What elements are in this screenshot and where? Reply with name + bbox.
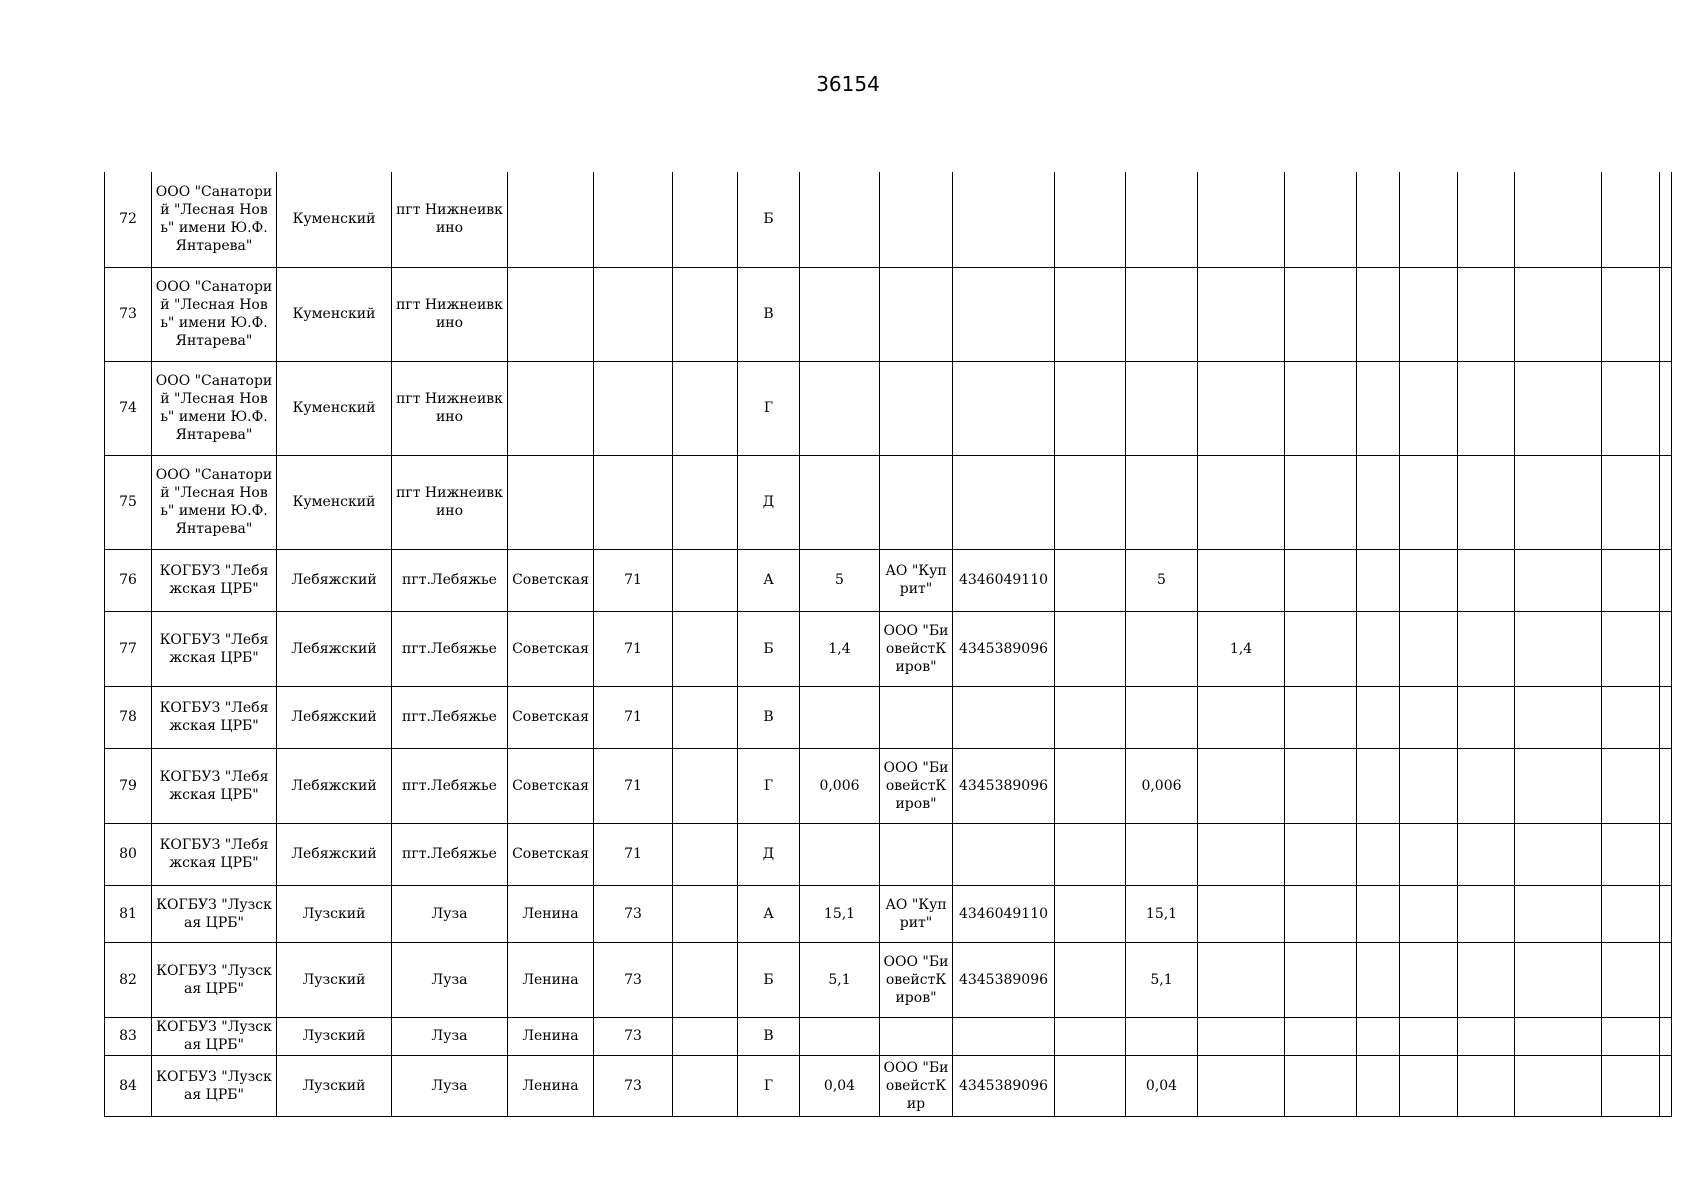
table-cell <box>1357 1055 1400 1116</box>
table-cell <box>1126 686 1198 748</box>
table-cell: Советская <box>508 823 594 885</box>
table-cell: 74 <box>105 361 152 455</box>
table-row <box>105 549 1672 611</box>
table-cell: АО "Куприт" <box>880 549 953 611</box>
table-cell: ООО "БиовейстКир <box>880 1055 953 1116</box>
table-cell: 72 <box>105 172 152 267</box>
table-cell <box>1198 172 1285 267</box>
table-cell <box>1055 1017 1126 1055</box>
table-cell <box>1660 172 1672 267</box>
table-cell <box>1285 686 1357 748</box>
table-cell <box>1055 686 1126 748</box>
table-cell: КОГБУЗ "Лузская ЦРБ" <box>152 1055 277 1116</box>
table-cell: Лузский <box>277 1055 392 1116</box>
table-cell: КОГБУЗ "Лебяжская ЦРБ" <box>152 748 277 823</box>
table-cell: Луза <box>392 1055 508 1116</box>
table-cell <box>1357 748 1400 823</box>
table-cell <box>673 549 738 611</box>
table-cell <box>1126 361 1198 455</box>
table-cell <box>1126 455 1198 549</box>
table-cell <box>1285 361 1357 455</box>
table-cell <box>1458 686 1515 748</box>
table-cell <box>508 267 594 361</box>
table-cell <box>1198 455 1285 549</box>
table-cell: Ленина <box>508 942 594 1017</box>
table-cell <box>1458 611 1515 686</box>
table-cell <box>880 686 953 748</box>
table-cell <box>1055 942 1126 1017</box>
table-cell <box>800 361 880 455</box>
table-cell <box>953 823 1055 885</box>
table-cell <box>953 172 1055 267</box>
table-cell: Б <box>738 611 800 686</box>
table-cell: КОГБУЗ "Лузская ЦРБ" <box>152 942 277 1017</box>
table-cell <box>1285 172 1357 267</box>
table-cell <box>1126 611 1198 686</box>
table-row <box>105 942 1672 1017</box>
table-cell <box>673 1017 738 1055</box>
table-cell <box>1660 267 1672 361</box>
table-cell: АО "Куприт" <box>880 885 953 942</box>
page-number: 36154 <box>816 72 880 96</box>
table-row <box>105 455 1672 549</box>
table-cell: 77 <box>105 611 152 686</box>
table-row <box>105 748 1672 823</box>
table-cell: А <box>738 549 800 611</box>
table-cell <box>1458 1055 1515 1116</box>
table-cell <box>1400 942 1458 1017</box>
table-cell <box>673 1055 738 1116</box>
table-cell: Лузский <box>277 885 392 942</box>
table-cell <box>800 267 880 361</box>
table-cell <box>1458 885 1515 942</box>
table-cell <box>800 823 880 885</box>
table-row <box>105 611 1672 686</box>
table-cell: 79 <box>105 748 152 823</box>
table-cell <box>673 942 738 1017</box>
table-cell: пгт.Лебяжье <box>392 549 508 611</box>
table-cell: 4345389096 <box>953 942 1055 1017</box>
table-cell: КОГБУЗ "Лебяжская ЦРБ" <box>152 611 277 686</box>
table-cell <box>1055 267 1126 361</box>
table-cell: 4346049110 <box>953 885 1055 942</box>
table-cell <box>800 1017 880 1055</box>
table-cell: пгт Нижнеивкино <box>392 361 508 455</box>
table-cell: 0,006 <box>1126 748 1198 823</box>
table-cell: 71 <box>594 611 673 686</box>
table-cell <box>880 361 953 455</box>
table-cell <box>1357 823 1400 885</box>
table-cell <box>1458 361 1515 455</box>
table-cell <box>1458 1017 1515 1055</box>
table-cell <box>1602 1017 1660 1055</box>
table-cell: Советская <box>508 611 594 686</box>
table-cell <box>1400 1055 1458 1116</box>
table-cell: Лебяжский <box>277 549 392 611</box>
table-cell: Лебяжский <box>277 823 392 885</box>
table-cell: Лузский <box>277 942 392 1017</box>
table-row <box>105 823 1672 885</box>
table-cell: Куменский <box>277 361 392 455</box>
table-cell: Куменский <box>277 267 392 361</box>
table-cell <box>673 823 738 885</box>
table-cell: ООО "БиовейстКиров" <box>880 611 953 686</box>
table-cell <box>673 611 738 686</box>
table-cell <box>1198 361 1285 455</box>
table-cell <box>673 686 738 748</box>
table-cell <box>1515 267 1602 361</box>
table-cell <box>1285 1017 1357 1055</box>
table-cell: 0,04 <box>800 1055 880 1116</box>
table-cell: Луза <box>392 942 508 1017</box>
table-cell: Советская <box>508 686 594 748</box>
table-cell: 71 <box>594 823 673 885</box>
table-cell <box>508 361 594 455</box>
table-cell: 73 <box>594 942 673 1017</box>
table-cell <box>1660 455 1672 549</box>
table-cell <box>1357 885 1400 942</box>
table-cell: ООО "БиовейстКиров" <box>880 748 953 823</box>
table-cell: 5,1 <box>800 942 880 1017</box>
table-cell <box>1660 748 1672 823</box>
table-cell <box>1602 942 1660 1017</box>
table-cell <box>1602 267 1660 361</box>
table-cell: пгт Нижнеивкино <box>392 172 508 267</box>
table-cell <box>1285 942 1357 1017</box>
table-cell: КОГБУЗ "Лебяжская ЦРБ" <box>152 823 277 885</box>
table-cell <box>1357 611 1400 686</box>
table-cell <box>1198 823 1285 885</box>
table-cell <box>1285 611 1357 686</box>
table-cell <box>1458 823 1515 885</box>
table-cell <box>1055 455 1126 549</box>
table-cell <box>800 686 880 748</box>
table-cell <box>1357 361 1400 455</box>
table-cell: Советская <box>508 748 594 823</box>
table-cell: Лузский <box>277 1017 392 1055</box>
table-cell <box>1198 267 1285 361</box>
table-cell: 73 <box>594 1055 673 1116</box>
table-cell <box>1660 885 1672 942</box>
table-cell <box>1458 455 1515 549</box>
table-cell <box>1055 549 1126 611</box>
table-cell: КОГБУЗ "Лузская ЦРБ" <box>152 1017 277 1055</box>
table-cell <box>1198 549 1285 611</box>
table-cell: пгт.Лебяжье <box>392 686 508 748</box>
table-cell <box>953 686 1055 748</box>
table-cell: КОГБУЗ "Лузская ЦРБ" <box>152 885 277 942</box>
table-cell <box>1515 748 1602 823</box>
table-cell <box>1357 549 1400 611</box>
table-cell <box>1357 267 1400 361</box>
table-cell <box>953 455 1055 549</box>
table-cell <box>1285 885 1357 942</box>
table-cell: Луза <box>392 1017 508 1055</box>
table-cell <box>1602 823 1660 885</box>
table-cell <box>1515 172 1602 267</box>
table-cell: В <box>738 267 800 361</box>
table-cell: Д <box>738 823 800 885</box>
table-row <box>105 686 1672 748</box>
table-cell <box>1515 549 1602 611</box>
table-cell <box>880 1017 953 1055</box>
table-cell: 5,1 <box>1126 942 1198 1017</box>
table-cell <box>800 455 880 549</box>
table-cell: 1,4 <box>800 611 880 686</box>
table-cell <box>673 267 738 361</box>
table-cell <box>1515 455 1602 549</box>
table-cell: ООО "Санаторий "Лесная Новь" имени Ю.Ф. Янтарева" <box>152 267 277 361</box>
table-cell <box>1660 942 1672 1017</box>
table-cell: А <box>738 885 800 942</box>
table-cell <box>1458 748 1515 823</box>
table-row <box>105 172 1672 267</box>
table-cell: ООО "БиовейстКиров" <box>880 942 953 1017</box>
table-cell: 0,006 <box>800 748 880 823</box>
table-cell: 76 <box>105 549 152 611</box>
table-cell <box>1400 748 1458 823</box>
table-cell <box>1602 686 1660 748</box>
table-cell <box>1458 172 1515 267</box>
table-cell <box>1126 172 1198 267</box>
table-cell <box>1602 1055 1660 1116</box>
table-cell <box>1357 1017 1400 1055</box>
table-cell: 71 <box>594 686 673 748</box>
table-cell <box>1198 748 1285 823</box>
table-cell: Лебяжский <box>277 611 392 686</box>
table-cell: 84 <box>105 1055 152 1116</box>
table-cell <box>1198 885 1285 942</box>
table-cell <box>673 885 738 942</box>
table-row <box>105 361 1672 455</box>
table-cell: 73 <box>105 267 152 361</box>
table-cell <box>1602 361 1660 455</box>
table-cell: 15,1 <box>1126 885 1198 942</box>
table-cell <box>953 267 1055 361</box>
table-cell <box>1055 611 1126 686</box>
table-cell <box>1285 267 1357 361</box>
table-cell <box>1400 1017 1458 1055</box>
table-cell <box>1198 686 1285 748</box>
table-cell <box>1400 611 1458 686</box>
table-cell: Д <box>738 455 800 549</box>
table-cell <box>673 455 738 549</box>
table-cell <box>1458 549 1515 611</box>
table-cell <box>1285 549 1357 611</box>
table-cell <box>1055 361 1126 455</box>
table-cell: 73 <box>594 1017 673 1055</box>
table-cell <box>594 267 673 361</box>
table-cell <box>1602 611 1660 686</box>
table-cell <box>1515 1017 1602 1055</box>
table-cell <box>594 455 673 549</box>
table-cell <box>594 361 673 455</box>
table-cell: Куменский <box>277 455 392 549</box>
table-cell <box>953 361 1055 455</box>
table-cell <box>1602 549 1660 611</box>
table-row <box>105 267 1672 361</box>
table-cell <box>1660 549 1672 611</box>
table-cell <box>880 823 953 885</box>
table-cell <box>1055 885 1126 942</box>
table-cell <box>508 455 594 549</box>
table-cell <box>1126 267 1198 361</box>
table-cell <box>1515 611 1602 686</box>
table-cell <box>880 172 953 267</box>
table-cell <box>800 172 880 267</box>
table-cell <box>1400 686 1458 748</box>
table-cell <box>1602 172 1660 267</box>
table-cell <box>1198 1055 1285 1116</box>
table-cell: 5 <box>800 549 880 611</box>
table-cell <box>508 172 594 267</box>
table-cell <box>1660 1055 1672 1116</box>
table-cell: Лебяжский <box>277 686 392 748</box>
table-cell <box>1515 942 1602 1017</box>
table-cell <box>1515 1055 1602 1116</box>
table-cell: КОГБУЗ "Лебяжская ЦРБ" <box>152 686 277 748</box>
table-cell: пгт.Лебяжье <box>392 748 508 823</box>
table-cell <box>1660 823 1672 885</box>
table-cell <box>1602 748 1660 823</box>
table-cell: Луза <box>392 885 508 942</box>
table-cell: 75 <box>105 455 152 549</box>
table-cell: Б <box>738 172 800 267</box>
table-cell <box>1055 748 1126 823</box>
table-cell <box>953 1017 1055 1055</box>
table-cell: Б <box>738 942 800 1017</box>
table-cell <box>1055 172 1126 267</box>
table-cell: КОГБУЗ "Лебяжская ЦРБ" <box>152 549 277 611</box>
table-cell <box>1602 455 1660 549</box>
table-cell: 78 <box>105 686 152 748</box>
table-cell: ООО "Санаторий "Лесная Новь" имени Ю.Ф. Янтарева" <box>152 361 277 455</box>
table-cell: 4346049110 <box>953 549 1055 611</box>
table-cell: 1,4 <box>1198 611 1285 686</box>
table-cell <box>880 455 953 549</box>
table-cell <box>1515 686 1602 748</box>
table-cell: 0,04 <box>1126 1055 1198 1116</box>
table-cell: 73 <box>594 885 673 942</box>
table-cell <box>1515 361 1602 455</box>
table-cell <box>1400 885 1458 942</box>
table-cell: 4345389096 <box>953 611 1055 686</box>
table-cell <box>1126 1017 1198 1055</box>
table-cell: пгт.Лебяжье <box>392 611 508 686</box>
table-cell <box>1660 1017 1672 1055</box>
table-cell: 15,1 <box>800 885 880 942</box>
table-cell: ООО "Санаторий "Лесная Новь" имени Ю.Ф. Янтарева" <box>152 455 277 549</box>
table-cell <box>1400 823 1458 885</box>
table-cell <box>1400 361 1458 455</box>
table-cell <box>1458 267 1515 361</box>
table-cell: 82 <box>105 942 152 1017</box>
table-cell <box>1198 942 1285 1017</box>
table-cell: пгт Нижнеивкино <box>392 267 508 361</box>
table-cell: Г <box>738 1055 800 1116</box>
table-row <box>105 1055 1672 1116</box>
table-cell <box>1602 885 1660 942</box>
table-cell: 5 <box>1126 549 1198 611</box>
table-cell: Г <box>738 748 800 823</box>
table-row <box>105 1017 1672 1055</box>
table-cell: 83 <box>105 1017 152 1055</box>
table-cell <box>1198 1017 1285 1055</box>
table-cell: В <box>738 1017 800 1055</box>
table-cell: 4345389096 <box>953 1055 1055 1116</box>
table-row <box>105 885 1672 942</box>
waste-table <box>104 172 1672 1117</box>
table-cell: пгт.Лебяжье <box>392 823 508 885</box>
table-cell: ООО "Санаторий "Лесная Новь" имени Ю.Ф. Янтарева" <box>152 172 277 267</box>
table-cell <box>1660 686 1672 748</box>
table-cell <box>673 748 738 823</box>
table-cell <box>1055 1055 1126 1116</box>
table-cell: Ленина <box>508 1055 594 1116</box>
table-cell: 81 <box>105 885 152 942</box>
table-cell <box>1400 455 1458 549</box>
table-cell: Ленина <box>508 1017 594 1055</box>
table-cell: 80 <box>105 823 152 885</box>
table-cell: Ленина <box>508 885 594 942</box>
table-cell <box>1285 455 1357 549</box>
table-cell: Лебяжский <box>277 748 392 823</box>
table-cell <box>1400 267 1458 361</box>
table-cell: 71 <box>594 549 673 611</box>
table-cell <box>1285 748 1357 823</box>
table-cell <box>1285 1055 1357 1116</box>
table-cell <box>1357 686 1400 748</box>
table-cell: 4345389096 <box>953 748 1055 823</box>
table-cell <box>673 361 738 455</box>
table-cell <box>1660 611 1672 686</box>
table-cell <box>880 267 953 361</box>
table-cell <box>1357 942 1400 1017</box>
table-cell: пгт Нижнеивкино <box>392 455 508 549</box>
table-cell: 71 <box>594 748 673 823</box>
table-cell: В <box>738 686 800 748</box>
table-cell <box>1285 823 1357 885</box>
table-cell <box>1357 172 1400 267</box>
table-cell <box>1126 823 1198 885</box>
table-cell <box>1660 361 1672 455</box>
table-cell <box>1400 549 1458 611</box>
table-cell <box>1400 172 1458 267</box>
table-cell <box>673 172 738 267</box>
table-cell <box>1357 455 1400 549</box>
table-cell <box>1515 885 1602 942</box>
table-cell: Советская <box>508 549 594 611</box>
table-cell: Куменский <box>277 172 392 267</box>
table-cell <box>1515 823 1602 885</box>
table-cell <box>1458 942 1515 1017</box>
table-cell <box>1055 823 1126 885</box>
table-cell <box>594 172 673 267</box>
table-cell: Г <box>738 361 800 455</box>
